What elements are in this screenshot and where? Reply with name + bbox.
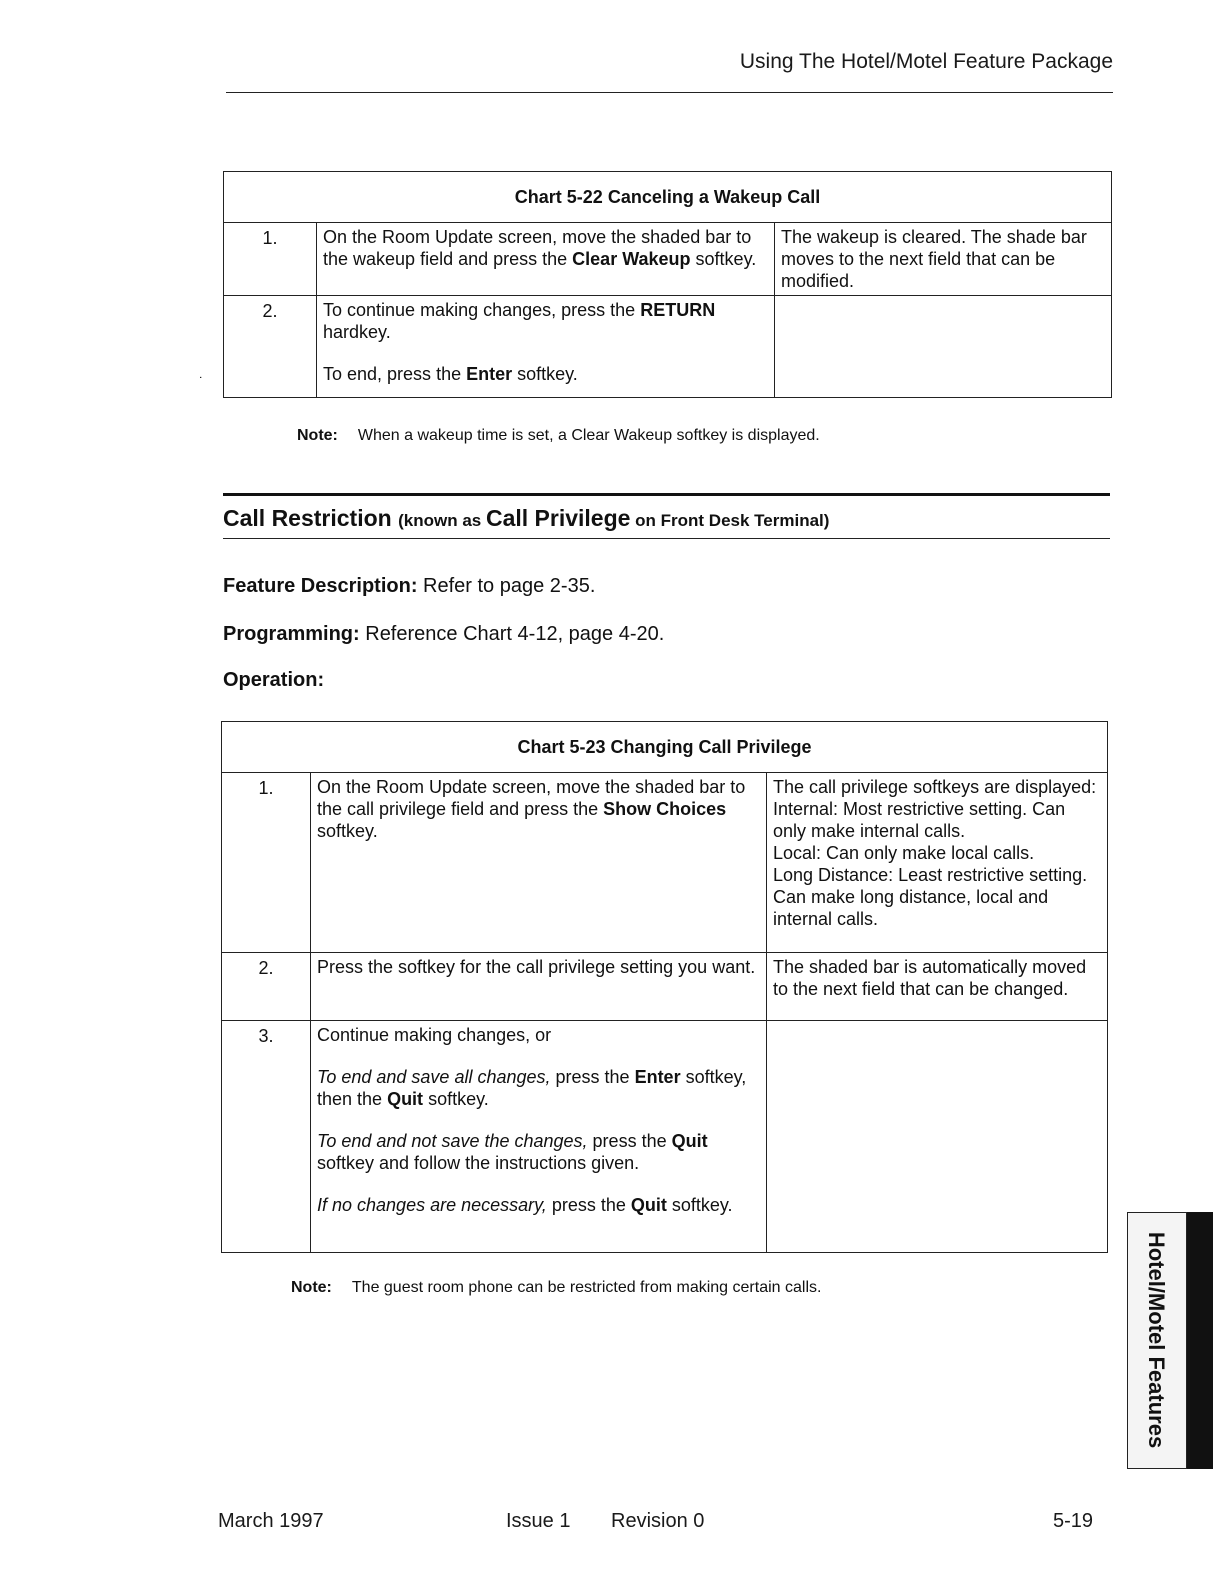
- action-text: softkey and follow the instructions given.: [317, 1153, 640, 1173]
- feature-description-label: Feature Description:: [223, 575, 418, 597]
- chart-note: [291, 1279, 821, 1297]
- programming-text: Reference Chart 4-12, page 4-20.: [359, 623, 665, 645]
- softkey-name: Enter: [634, 1067, 681, 1087]
- result-line: Long Distance: Least restrictive setting. Can make long distance, local and internal calls.: [773, 865, 1088, 929]
- softkey-name: Enter: [466, 364, 513, 384]
- action-text: press the: [587, 1131, 672, 1151]
- step-number: 3.: [222, 1021, 311, 1253]
- step-number: 2.: [224, 296, 317, 398]
- chart-5-23-table: [221, 721, 1108, 1253]
- action-text: To end, press the: [323, 364, 467, 384]
- table-row: [222, 1021, 1108, 1253]
- note-text: The guest room phone can be restricted from making certain calls.: [351, 1279, 822, 1296]
- action-text: press the: [546, 1195, 631, 1215]
- step-result: [767, 1021, 1108, 1253]
- action-text: softkey.: [423, 1089, 489, 1109]
- chart-caption: Chart 5-22 Canceling a Wakeup Call: [224, 172, 1112, 223]
- operation: [223, 669, 324, 692]
- action-text: softkey.: [690, 249, 757, 269]
- action-text: softkey, then the: [317, 1067, 747, 1109]
- action-text: On the Room Update screen, move the shaded bar to the call privilege field and press the: [317, 777, 746, 819]
- scan-mark: ˙: [199, 374, 204, 390]
- step-action: [311, 1021, 767, 1253]
- action-text: softkey.: [666, 1195, 733, 1215]
- table-row: [224, 296, 1112, 398]
- result-line: Internal: Most restrictive setting. Can only make internal calls.: [773, 799, 1066, 841]
- step-result: The wakeup is cleared. The shade bar moves to the next field that can be modified.: [775, 223, 1112, 296]
- action-text: On the Room Update screen, move the shaded bar to the wakeup field and press the: [323, 227, 752, 269]
- table-row: [224, 223, 1112, 296]
- operation-label: Operation:: [223, 669, 325, 691]
- side-tab-label: Hotel/Motel Features: [1144, 1231, 1169, 1449]
- feature-description: [223, 575, 595, 598]
- chart-5-22-table: [223, 171, 1112, 398]
- header-rule: [226, 92, 1113, 93]
- action-text: press the: [550, 1067, 635, 1087]
- action-text: hardkey.: [323, 322, 391, 342]
- page-number: 5-19: [1053, 1510, 1094, 1532]
- softkey-name: Show Choices: [603, 799, 727, 819]
- action-text: softkey.: [317, 821, 378, 841]
- hardkey-name: RETURN: [640, 300, 716, 320]
- programming: [223, 623, 664, 646]
- action-text: To continue making changes, press the: [323, 300, 641, 320]
- step-action: [317, 296, 775, 398]
- action-line: Continue making changes, or: [317, 1025, 552, 1045]
- condition-text: To end and save all changes,: [317, 1067, 551, 1087]
- softkey-name: Quit: [671, 1131, 708, 1151]
- table-row: [222, 773, 1108, 953]
- step-number: 2.: [222, 953, 311, 1021]
- step-number: 1.: [224, 223, 317, 296]
- section-title-known-as: (known as: [398, 511, 486, 530]
- section-title-privilege: Call Privilege: [485, 505, 631, 531]
- result-line: The call privilege softkeys are displayed:: [773, 777, 1097, 797]
- note-text: When a wakeup time is set, a Clear Wakeup softkey is displayed.: [357, 427, 820, 444]
- note-label: Note:: [291, 1279, 332, 1296]
- step-action: [311, 773, 767, 953]
- section-rule-bottom: [223, 538, 1110, 539]
- table-row: [222, 953, 1108, 1021]
- softkey-name: Quit: [630, 1195, 667, 1215]
- footer-revision: Revision 0: [611, 1510, 705, 1532]
- step-result: [775, 296, 1112, 398]
- result-line: Local: Can only make local calls.: [773, 843, 1035, 863]
- softkey-name: Quit: [387, 1089, 424, 1109]
- section-rule-top: [223, 493, 1110, 496]
- programming-label: Programming:: [223, 623, 360, 645]
- step-result: [767, 773, 1108, 953]
- step-number: 1.: [222, 773, 311, 953]
- condition-text: To end and not save the changes,: [317, 1131, 588, 1151]
- feature-description-text: Refer to page 2-35.: [417, 575, 596, 597]
- softkey-name: Clear Wakeup: [572, 249, 691, 269]
- note-label: Note:: [297, 427, 338, 444]
- chart-note: [297, 427, 820, 445]
- footer-issue: Issue 1: [506, 1510, 571, 1532]
- section-title-rest: on Front Desk Terminal): [630, 511, 830, 530]
- action-text: softkey.: [512, 364, 578, 384]
- step-action: [317, 223, 775, 296]
- condition-text: If no changes are necessary,: [317, 1195, 547, 1215]
- section-title-main: Call Restriction: [223, 505, 392, 531]
- chart-caption: Chart 5-23 Changing Call Privilege: [222, 722, 1108, 773]
- section-title: [223, 505, 829, 532]
- step-action: Press the softkey for the call privilege setting you want.: [311, 953, 767, 1021]
- side-tab-bar: [1187, 1212, 1213, 1469]
- footer-date: March 1997: [218, 1510, 324, 1532]
- running-header: Using The Hotel/Motel Feature Package: [739, 50, 1113, 73]
- step-result: The shaded bar is automatically moved to the next field that can be changed.: [767, 953, 1108, 1021]
